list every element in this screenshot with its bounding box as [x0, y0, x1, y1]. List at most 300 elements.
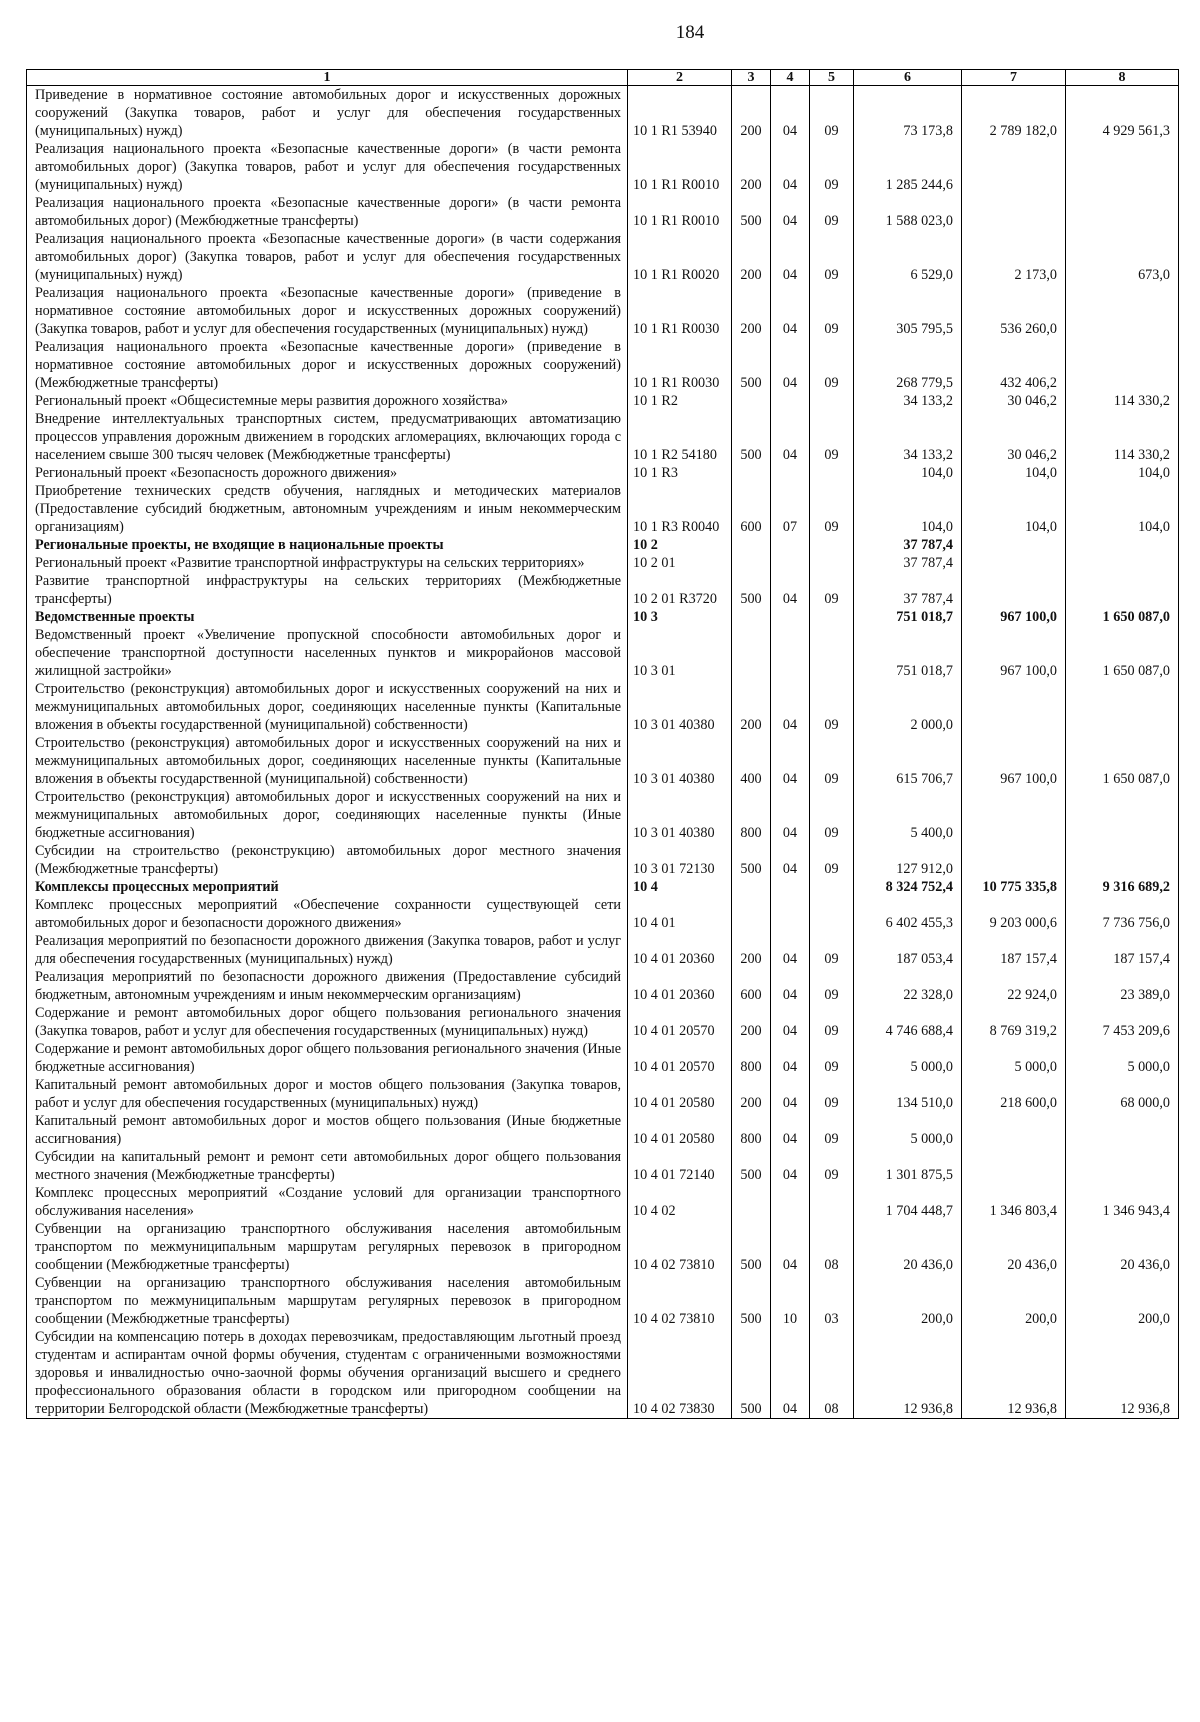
row-name: Строительство (реконструкция) автомобильных дорог и искусственных сооружений на них и межмуниципальных автомобильных дорог, соединяющих населенные пункты (Капитальные вложения в объекты государственной (муниципальной) собственности): [27, 734, 628, 788]
target-code: 10 2: [628, 536, 732, 554]
amount-col-8: [1066, 338, 1179, 392]
expense-type: [732, 464, 771, 482]
expense-type: 500: [732, 842, 771, 878]
amount-col-8: 7 453 209,6: [1066, 1004, 1179, 1040]
subsection: 03: [810, 1274, 854, 1328]
amount-col-7: 536 260,0: [962, 284, 1066, 338]
table-row: [27, 464, 1179, 482]
table-header: [27, 70, 1179, 86]
amount-col-8: 104,0: [1066, 464, 1179, 482]
subsection: 09: [810, 482, 854, 536]
subsection: 09: [810, 788, 854, 842]
amount-col-7: 967 100,0: [962, 626, 1066, 680]
target-code: 10 1 R1 R0030: [628, 338, 732, 392]
subsection: 09: [810, 572, 854, 608]
expense-type: 200: [732, 1004, 771, 1040]
row-name: Капитальный ремонт автомобильных дорог и мостов общего пользования (Иные бюджетные ассигнования): [27, 1112, 628, 1148]
amount-col-8: 7 736 756,0: [1066, 896, 1179, 932]
target-code: 10 4 02 73830: [628, 1328, 732, 1419]
amount-col-8: 9 316 689,2: [1066, 878, 1179, 896]
expense-type: 800: [732, 1112, 771, 1148]
subsection: 08: [810, 1328, 854, 1419]
target-code: 10 4: [628, 878, 732, 896]
amount-col-7: [962, 842, 1066, 878]
subsection: [810, 608, 854, 626]
column-header-2: 2: [628, 70, 732, 86]
amount-col-8: [1066, 788, 1179, 842]
subsection: 09: [810, 140, 854, 194]
table-row: [27, 968, 1179, 1004]
amount-col-6: 5 000,0: [854, 1040, 962, 1076]
row-name: Региональный проект «Безопасность дорожного движения»: [27, 464, 628, 482]
amount-col-8: 5 000,0: [1066, 1040, 1179, 1076]
section: 04: [771, 86, 810, 141]
subsection: 09: [810, 230, 854, 284]
amount-col-8: [1066, 554, 1179, 572]
amount-col-6: 5 000,0: [854, 1112, 962, 1148]
subsection: [810, 392, 854, 410]
amount-col-7: 5 000,0: [962, 1040, 1066, 1076]
amount-col-6: 22 328,0: [854, 968, 962, 1004]
section: 04: [771, 1112, 810, 1148]
table-row: [27, 392, 1179, 410]
target-code: 10 2 01 R3720: [628, 572, 732, 608]
amount-col-8: 187 157,4: [1066, 932, 1179, 968]
column-header-1: 1: [27, 70, 628, 86]
table-row: [27, 1112, 1179, 1148]
expense-type: [732, 608, 771, 626]
subsection: [810, 626, 854, 680]
amount-col-7: [962, 680, 1066, 734]
subsection: [810, 464, 854, 482]
row-name: Комплексы процессных мероприятий: [27, 878, 628, 896]
expense-type: [732, 554, 771, 572]
amount-col-8: 1 346 943,4: [1066, 1184, 1179, 1220]
table-row: [27, 1274, 1179, 1328]
table-row: [27, 536, 1179, 554]
row-name: Приобретение технических средств обучения, наглядных и методических материалов (Предоставление субсидий бюджетным, автономным учреждениям и иным некоммерческим организациям): [27, 482, 628, 536]
amount-col-7: 218 600,0: [962, 1076, 1066, 1112]
row-name: Комплекс процессных мероприятий «Обеспечение сохранности существующей сети автомобильных дорог и безопасности дорожного движения»: [27, 896, 628, 932]
table-body: [27, 86, 1179, 1419]
table-row: [27, 1076, 1179, 1112]
subsection: [810, 536, 854, 554]
column-header-6: 6: [854, 70, 962, 86]
subsection: 09: [810, 932, 854, 968]
amount-col-6: 37 787,4: [854, 536, 962, 554]
table-row: [27, 1220, 1179, 1274]
section: [771, 626, 810, 680]
section: 04: [771, 284, 810, 338]
amount-col-7: 2 173,0: [962, 230, 1066, 284]
subsection: 08: [810, 1220, 854, 1274]
amount-col-7: 104,0: [962, 482, 1066, 536]
section: 04: [771, 410, 810, 464]
section: 04: [771, 230, 810, 284]
amount-col-6: 187 053,4: [854, 932, 962, 968]
row-name: Ведомственный проект «Увеличение пропускной способности автомобильных дорог и обеспечение транспортной доступности населенных пунктов и микрорайонов массовой жилищной застройки»: [27, 626, 628, 680]
subsection: 09: [810, 194, 854, 230]
row-name: Региональные проекты, не входящие в национальные проекты: [27, 536, 628, 554]
amount-col-8: [1066, 194, 1179, 230]
expense-type: 500: [732, 1328, 771, 1419]
expense-type: 500: [732, 1274, 771, 1328]
target-code: 10 3 01: [628, 626, 732, 680]
expense-type: [732, 878, 771, 896]
row-name: Комплекс процессных мероприятий «Создание условий для организации транспортного обслуживания населения»: [27, 1184, 628, 1220]
row-name: Региональный проект «Развитие транспортной инфраструктуры на сельских территориях»: [27, 554, 628, 572]
section: 04: [771, 842, 810, 878]
section: 04: [771, 680, 810, 734]
amount-col-6: 2 000,0: [854, 680, 962, 734]
target-code: 10 4 01 20360: [628, 932, 732, 968]
section: 04: [771, 932, 810, 968]
subsection: 09: [810, 338, 854, 392]
section: 04: [771, 1328, 810, 1419]
amount-col-6: 134 510,0: [854, 1076, 962, 1112]
amount-col-8: 20 436,0: [1066, 1220, 1179, 1274]
row-name: Субсидии на компенсацию потерь в доходах перевозчикам, предоставляющим льготный проезд студентам и аспирантам очной формы обучения, студентам с ограниченными возможностями здоровья и инвалидностью очно-заочной формы обучения организаций высшего и среднего профессионального образования области в городском или пригородном сообщении на территории Белгородской области (Межбюджетные трансферты): [27, 1328, 628, 1419]
target-code: 10 3 01 40380: [628, 734, 732, 788]
table-row: [27, 1328, 1179, 1419]
amount-col-8: [1066, 1148, 1179, 1184]
amount-col-6: 615 706,7: [854, 734, 962, 788]
amount-col-8: 23 389,0: [1066, 968, 1179, 1004]
amount-col-8: [1066, 536, 1179, 554]
table-row: [27, 608, 1179, 626]
section: 04: [771, 788, 810, 842]
target-code: 10 1 R3 R0040: [628, 482, 732, 536]
section: [771, 878, 810, 896]
row-name: Приведение в нормативное состояние автомобильных дорог и искусственных дорожных сооружений (Закупка товаров, работ и услуг для обеспечения государственных (муниципальных) нужд): [27, 86, 628, 141]
amount-col-8: [1066, 1112, 1179, 1148]
row-name: Содержание и ремонт автомобильных дорог общего пользования регионального значения (Иные бюджетные ассигнования): [27, 1040, 628, 1076]
amount-col-7: 200,0: [962, 1274, 1066, 1328]
table-row: [27, 842, 1179, 878]
subsection: 09: [810, 1076, 854, 1112]
row-name: Строительство (реконструкция) автомобильных дорог и искусственных сооружений на них и межмуниципальных автомобильных дорог, соединяющих населенные пункты (Иные бюджетные ассигнования): [27, 788, 628, 842]
target-code: 10 4 01 20570: [628, 1040, 732, 1076]
subsection: [810, 896, 854, 932]
amount-col-8: [1066, 842, 1179, 878]
section: 04: [771, 1220, 810, 1274]
amount-col-7: 2 789 182,0: [962, 86, 1066, 141]
amount-col-6: 6 529,0: [854, 230, 962, 284]
section: 04: [771, 734, 810, 788]
amount-col-7: 432 406,2: [962, 338, 1066, 392]
page-number: 184: [675, 22, 705, 43]
target-code: 10 4 02: [628, 1184, 732, 1220]
target-code: 10 4 01 20570: [628, 1004, 732, 1040]
expense-type: 500: [732, 1220, 771, 1274]
column-header-7: 7: [962, 70, 1066, 86]
table-row: [27, 896, 1179, 932]
subsection: 09: [810, 1148, 854, 1184]
expense-type: [732, 536, 771, 554]
expense-type: 500: [732, 194, 771, 230]
table-row: [27, 482, 1179, 536]
amount-col-8: 1 650 087,0: [1066, 608, 1179, 626]
amount-col-7: [962, 788, 1066, 842]
row-name: Субсидии на капитальный ремонт и ремонт сети автомобильных дорог общего пользования местного значения (Межбюджетные трансферты): [27, 1148, 628, 1184]
row-name: Капитальный ремонт автомобильных дорог и мостов общего пользования (Закупка товаров, работ и услуг для обеспечения государственных (муниципальных) нужд): [27, 1076, 628, 1112]
table-row: [27, 1148, 1179, 1184]
amount-col-8: 114 330,2: [1066, 392, 1179, 410]
section: [771, 554, 810, 572]
amount-col-6: 751 018,7: [854, 608, 962, 626]
amount-col-6: 5 400,0: [854, 788, 962, 842]
table-row: [27, 338, 1179, 392]
row-name: Региональный проект «Общесистемные меры развития дорожного хозяйства»: [27, 392, 628, 410]
amount-col-6: 1 704 448,7: [854, 1184, 962, 1220]
expense-type: 800: [732, 1040, 771, 1076]
table-row: [27, 284, 1179, 338]
subsection: [810, 878, 854, 896]
section: 04: [771, 1148, 810, 1184]
amount-col-7: [962, 536, 1066, 554]
target-code: 10 1 R2 54180: [628, 410, 732, 464]
subsection: 09: [810, 734, 854, 788]
section: 04: [771, 140, 810, 194]
expense-type: 200: [732, 680, 771, 734]
amount-col-7: 22 924,0: [962, 968, 1066, 1004]
amount-col-7: 12 936,8: [962, 1328, 1066, 1419]
amount-col-8: [1066, 680, 1179, 734]
target-code: 10 1 R1 53940: [628, 86, 732, 141]
subsection: 09: [810, 1112, 854, 1148]
expense-type: 200: [732, 86, 771, 141]
row-name: Развитие транспортной инфраструктуры на сельских территориях (Межбюджетные трансферты): [27, 572, 628, 608]
amount-col-8: 4 929 561,3: [1066, 86, 1179, 141]
section: 04: [771, 194, 810, 230]
table-row: [27, 1184, 1179, 1220]
expense-type: 500: [732, 572, 771, 608]
section: 04: [771, 1004, 810, 1040]
table-row: [27, 86, 1179, 141]
row-name: Внедрение интеллектуальных транспортных систем, предусматривающих автоматизацию процессов управления дорожным движением в городских агломерациях, включающих города с населением свыше 300 тысяч человек (Межбюджетные трансферты): [27, 410, 628, 464]
amount-col-6: 127 912,0: [854, 842, 962, 878]
table-row: [27, 1004, 1179, 1040]
subsection: 09: [810, 284, 854, 338]
section: [771, 608, 810, 626]
section: 04: [771, 968, 810, 1004]
amount-col-7: 967 100,0: [962, 734, 1066, 788]
amount-col-6: 37 787,4: [854, 572, 962, 608]
expense-type: 200: [732, 1076, 771, 1112]
expense-type: 200: [732, 140, 771, 194]
expense-type: 800: [732, 788, 771, 842]
budget-table: [26, 69, 1179, 1419]
amount-col-6: 751 018,7: [854, 626, 962, 680]
amount-col-6: 104,0: [854, 482, 962, 536]
amount-col-8: 1 650 087,0: [1066, 626, 1179, 680]
amount-col-7: 10 775 335,8: [962, 878, 1066, 896]
amount-col-7: 187 157,4: [962, 932, 1066, 968]
amount-col-7: [962, 554, 1066, 572]
target-code: 10 4 01 20580: [628, 1076, 732, 1112]
row-name: Реализация национального проекта «Безопасные качественные дороги» (приведение в нормативное состояние автомобильных дорог и искусственных дорожных сооружений) (Межбюджетные трансферты): [27, 338, 628, 392]
amount-col-6: 4 746 688,4: [854, 1004, 962, 1040]
amount-col-6: 104,0: [854, 464, 962, 482]
expense-type: [732, 1184, 771, 1220]
expense-type: 500: [732, 410, 771, 464]
target-code: 10 3 01 40380: [628, 788, 732, 842]
table-row: [27, 140, 1179, 194]
amount-col-7: 8 769 319,2: [962, 1004, 1066, 1040]
amount-col-8: 104,0: [1066, 482, 1179, 536]
column-header-4: 4: [771, 70, 810, 86]
amount-col-6: 12 936,8: [854, 1328, 962, 1419]
amount-col-8: 1 650 087,0: [1066, 734, 1179, 788]
section: 10: [771, 1274, 810, 1328]
amount-col-8: [1066, 572, 1179, 608]
amount-col-6: 1 301 875,5: [854, 1148, 962, 1184]
row-name: Субвенции на организацию транспортного обслуживания населения автомобильным транспортом по межмуниципальным маршрутам регулярных перевозок в пригородном сообщении (Межбюджетные трансферты): [27, 1274, 628, 1328]
expense-type: 600: [732, 968, 771, 1004]
row-name: Ведомственные проекты: [27, 608, 628, 626]
table-row: [27, 230, 1179, 284]
row-name: Субвенции на организацию транспортного обслуживания населения автомобильным транспортом по межмуниципальным маршрутам регулярных перевозок в пригородном сообщении (Межбюджетные трансферты): [27, 1220, 628, 1274]
table-row: [27, 194, 1179, 230]
row-name: Реализация мероприятий по безопасности дорожного движения (Предоставление субсидий бюджетным, автономным учреждениям и иным некоммерческим организациям): [27, 968, 628, 1004]
subsection: [810, 554, 854, 572]
section: [771, 464, 810, 482]
table-row: [27, 572, 1179, 608]
amount-col-7: [962, 194, 1066, 230]
amount-col-7: 30 046,2: [962, 410, 1066, 464]
target-code: 10 1 R3: [628, 464, 732, 482]
target-code: 10 1 R1 R0030: [628, 284, 732, 338]
section: 04: [771, 338, 810, 392]
table-row: [27, 680, 1179, 734]
expense-type: 500: [732, 338, 771, 392]
subsection: 09: [810, 1004, 854, 1040]
row-name: Реализация национального проекта «Безопасные качественные дороги» (приведение в нормативное состояние автомобильных дорог и искусственных дорожных сооружений) (Закупка товаров, работ и услуг для обеспечения государственных (муниципальных) нужд): [27, 284, 628, 338]
section: [771, 1184, 810, 1220]
amount-col-6: 6 402 455,3: [854, 896, 962, 932]
amount-col-6: 37 787,4: [854, 554, 962, 572]
amount-col-6: 8 324 752,4: [854, 878, 962, 896]
table-row: [27, 410, 1179, 464]
expense-type: [732, 896, 771, 932]
row-name: Реализация национального проекта «Безопасные качественные дороги» (в части содержания автомобильных дорог) (Закупка товаров, работ и услуг для обеспечения государственных (муниципальных) нужд): [27, 230, 628, 284]
target-code: 10 4 01: [628, 896, 732, 932]
subsection: 09: [810, 410, 854, 464]
subsection: [810, 1184, 854, 1220]
target-code: 10 3 01 40380: [628, 680, 732, 734]
target-code: 10 4 01 72140: [628, 1148, 732, 1184]
expense-type: 200: [732, 230, 771, 284]
row-name: Реализация национального проекта «Безопасные качественные дороги» (в части ремонта автомобильных дорог) (Межбюджетные трансферты): [27, 194, 628, 230]
section: [771, 392, 810, 410]
table-row: [27, 878, 1179, 896]
amount-col-6: 34 133,2: [854, 410, 962, 464]
target-code: 10 1 R1 R0020: [628, 230, 732, 284]
amount-col-7: 9 203 000,6: [962, 896, 1066, 932]
amount-col-6: 34 133,2: [854, 392, 962, 410]
amount-col-6: 200,0: [854, 1274, 962, 1328]
target-code: 10 4 01 20580: [628, 1112, 732, 1148]
table-row: [27, 626, 1179, 680]
row-name: Содержание и ремонт автомобильных дорог общего пользования регионального значения (Закупка товаров, работ и услуг для обеспечения государственных (муниципальных) нужд): [27, 1004, 628, 1040]
amount-col-6: 73 173,8: [854, 86, 962, 141]
target-code: 10 3: [628, 608, 732, 626]
column-header-5: 5: [810, 70, 854, 86]
subsection: 09: [810, 968, 854, 1004]
expense-type: 400: [732, 734, 771, 788]
expense-type: 200: [732, 284, 771, 338]
table-row: [27, 734, 1179, 788]
amount-col-7: 1 346 803,4: [962, 1184, 1066, 1220]
column-header-3: 3: [732, 70, 771, 86]
column-header-8: 8: [1066, 70, 1179, 86]
section: 07: [771, 482, 810, 536]
table-row: [27, 932, 1179, 968]
amount-col-8: [1066, 140, 1179, 194]
amount-col-7: 30 046,2: [962, 392, 1066, 410]
amount-col-7: [962, 140, 1066, 194]
amount-col-7: [962, 1112, 1066, 1148]
row-name: Строительство (реконструкция) автомобильных дорог и искусственных сооружений на них и межмуниципальных автомобильных дорог, соединяющих населенные пункты (Капитальные вложения в объекты государственной (муниципальной) собственности): [27, 680, 628, 734]
subsection: 09: [810, 842, 854, 878]
target-code: 10 1 R1 R0010: [628, 140, 732, 194]
target-code: 10 4 02 73810: [628, 1220, 732, 1274]
amount-col-6: 305 795,5: [854, 284, 962, 338]
amount-col-8: 200,0: [1066, 1274, 1179, 1328]
table-row: [27, 1040, 1179, 1076]
subsection: 09: [810, 680, 854, 734]
amount-col-7: 20 436,0: [962, 1220, 1066, 1274]
expense-type: 200: [732, 932, 771, 968]
amount-col-7: 104,0: [962, 464, 1066, 482]
table-row: [27, 788, 1179, 842]
target-code: 10 3 01 72130: [628, 842, 732, 878]
section: [771, 536, 810, 554]
table-row: [27, 554, 1179, 572]
section: 04: [771, 1076, 810, 1112]
expense-type: [732, 626, 771, 680]
amount-col-7: 967 100,0: [962, 608, 1066, 626]
amount-col-6: 1 588 023,0: [854, 194, 962, 230]
section: [771, 896, 810, 932]
amount-col-6: 268 779,5: [854, 338, 962, 392]
header-row: [27, 70, 1179, 86]
amount-col-8: [1066, 284, 1179, 338]
row-name: Реализация мероприятий по безопасности дорожного движения (Закупка товаров, работ и услуг для обеспечения государственных (муниципальных) нужд): [27, 932, 628, 968]
amount-col-8: 68 000,0: [1066, 1076, 1179, 1112]
target-code: 10 1 R1 R0010: [628, 194, 732, 230]
row-name: Субсидии на строительство (реконструкцию) автомобильных дорог местного значения (Межбюджетные трансферты): [27, 842, 628, 878]
expense-type: 600: [732, 482, 771, 536]
expense-type: 500: [732, 1148, 771, 1184]
amount-col-7: [962, 1148, 1066, 1184]
amount-col-6: 20 436,0: [854, 1220, 962, 1274]
row-name: Реализация национального проекта «Безопасные качественные дороги» (в части ремонта автомобильных дорог) (Закупка товаров, работ и услуг для обеспечения государственных (муниципальных) нужд): [27, 140, 628, 194]
expense-type: [732, 392, 771, 410]
amount-col-6: 1 285 244,6: [854, 140, 962, 194]
target-code: 10 1 R2: [628, 392, 732, 410]
target-code: 10 2 01: [628, 554, 732, 572]
amount-col-8: 114 330,2: [1066, 410, 1179, 464]
target-code: 10 4 02 73810: [628, 1274, 732, 1328]
amount-col-8: 673,0: [1066, 230, 1179, 284]
amount-col-7: [962, 572, 1066, 608]
section: 04: [771, 1040, 810, 1076]
section: 04: [771, 572, 810, 608]
subsection: 09: [810, 86, 854, 141]
target-code: 10 4 01 20360: [628, 968, 732, 1004]
subsection: 09: [810, 1040, 854, 1076]
